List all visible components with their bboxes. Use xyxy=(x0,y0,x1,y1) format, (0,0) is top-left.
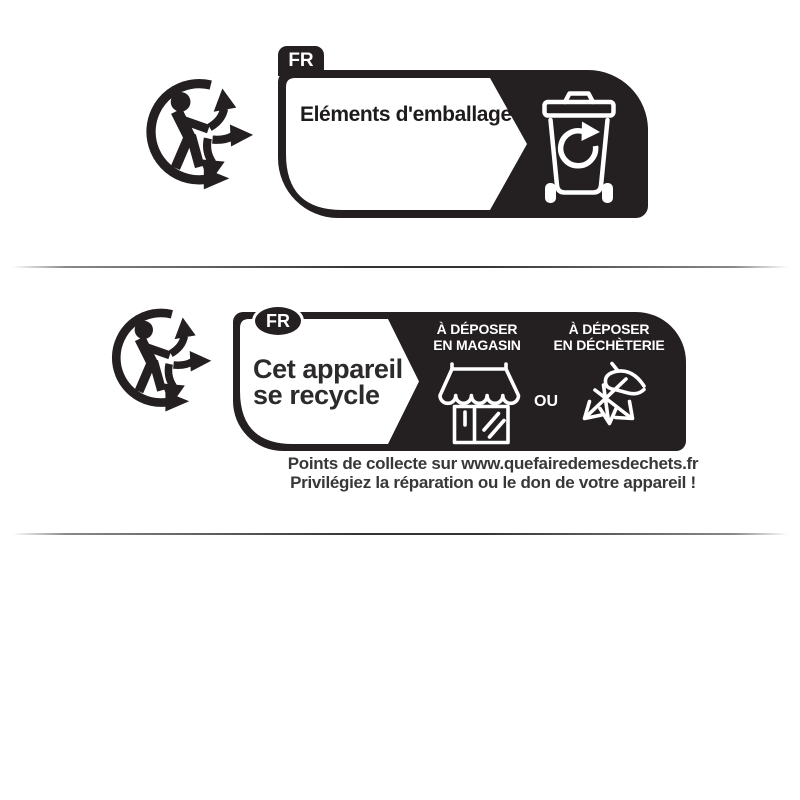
appliance-title xyxy=(253,356,403,408)
separator-line xyxy=(12,533,788,535)
option-dump-line2: EN DÉCHÈTERIE xyxy=(553,336,665,353)
or-separator: OU xyxy=(534,393,558,410)
option-store-line2: EN MAGASIN xyxy=(433,336,521,353)
footer-line2: Privilégiez la réparation ou le don de votre appareil ! xyxy=(290,472,696,492)
country-oval xyxy=(252,304,304,338)
packaging-label-body xyxy=(278,70,648,218)
appliance-label-body xyxy=(233,312,686,451)
wheeled-bin-icon xyxy=(537,89,621,207)
option-dump-line1: À DÉPOSER xyxy=(568,321,650,337)
storefront-icon xyxy=(435,362,523,446)
option-dump-text xyxy=(545,322,673,353)
country-tab-label: FR xyxy=(288,50,314,71)
country-tab xyxy=(278,46,324,76)
footer-line1: Points de collecte sur www.quefairedemesdechets.fr xyxy=(287,454,699,473)
triman-icon xyxy=(106,304,214,412)
appliance-title-line1: Cet appareil xyxy=(253,354,403,384)
packaging-title: Eléments d'emballage xyxy=(300,103,512,126)
country-oval-label: FR xyxy=(266,310,290,331)
triman-icon xyxy=(140,74,256,190)
appliance-title-line2: se recycle xyxy=(253,380,380,410)
option-store-line1: À DÉPOSER xyxy=(436,321,518,337)
separator-line xyxy=(12,266,788,268)
hand-arrows-icon xyxy=(570,358,650,446)
option-store-text xyxy=(419,322,535,353)
collection-info-text xyxy=(228,455,758,492)
